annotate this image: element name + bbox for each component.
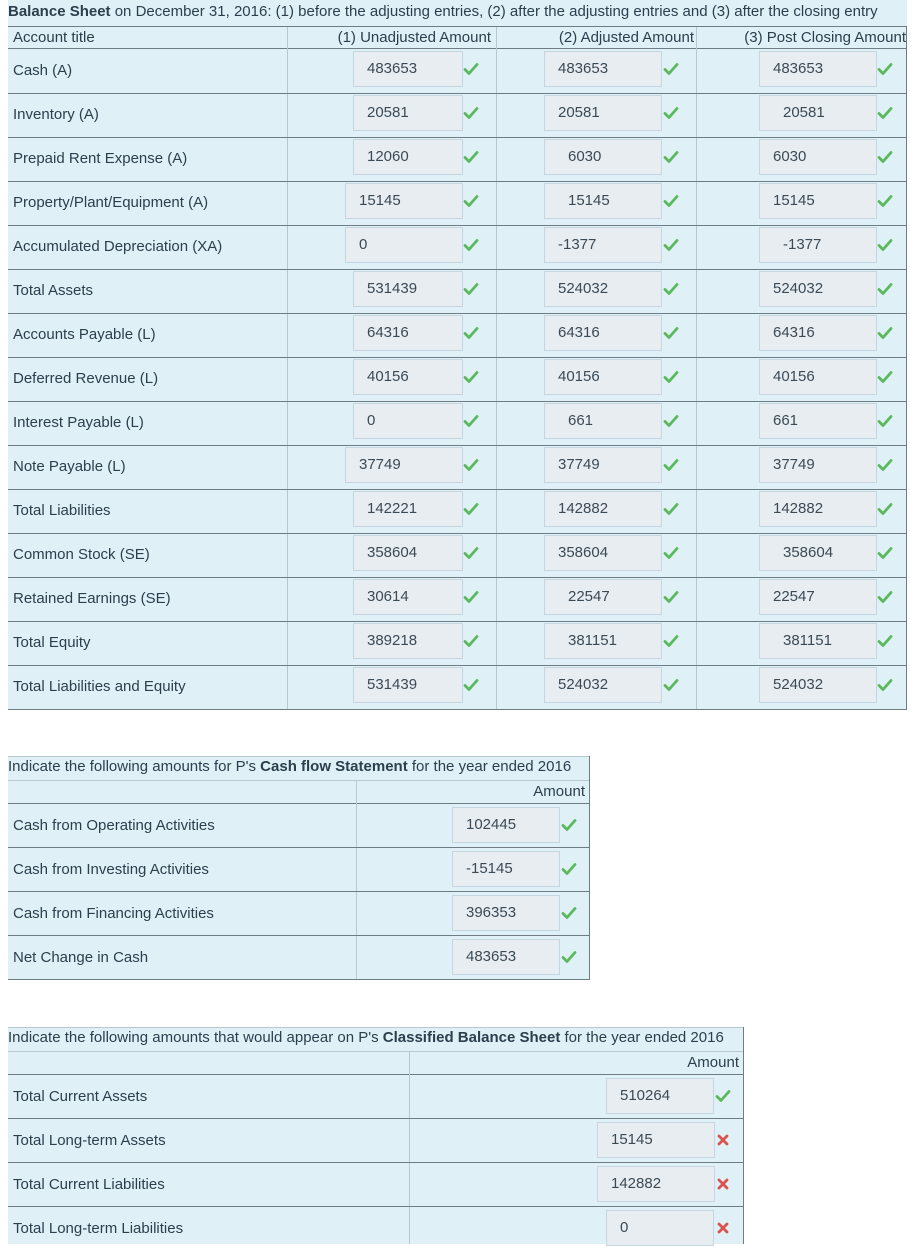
row-label: Interest Payable (L)	[13, 414, 144, 431]
amount-input[interactable]: 142221	[353, 491, 463, 527]
classified-col-divider	[409, 1051, 410, 1244]
row-label: Inventory (A)	[13, 106, 99, 123]
amount-input[interactable]: 15145	[544, 183, 662, 219]
row-label: Accounts Payable (L)	[13, 326, 156, 343]
check-icon	[463, 457, 479, 473]
amount-input[interactable]: -1377	[759, 227, 877, 263]
amount-input[interactable]: 358604	[759, 535, 877, 571]
row-divider	[8, 357, 907, 358]
cash-flow-title	[8, 757, 571, 777]
check-icon	[463, 677, 479, 693]
column-header-0: Account title	[13, 29, 95, 46]
amount-input[interactable]: 483653	[759, 51, 877, 87]
check-icon	[877, 149, 893, 165]
row-label: Cash from Investing Activities	[13, 861, 209, 878]
row-divider	[8, 93, 907, 94]
amount-input[interactable]: 22547	[544, 579, 662, 615]
amount-input[interactable]: 483653	[544, 51, 662, 87]
amount-input[interactable]: 661	[544, 403, 662, 439]
row-divider	[8, 665, 907, 666]
check-icon	[663, 149, 679, 165]
title-rest: for the year ended 2016	[560, 1029, 724, 1046]
amount-input[interactable]: 0	[606, 1210, 714, 1246]
amount-input[interactable]: 40156	[544, 359, 662, 395]
row-label: Cash (A)	[13, 62, 73, 79]
row-divider	[8, 225, 907, 226]
amount-input[interactable]: 389218	[353, 623, 463, 659]
check-icon	[663, 457, 679, 473]
right-border	[906, 27, 907, 710]
check-icon	[561, 949, 577, 965]
row-divider	[8, 577, 907, 578]
amount-header: Amount	[687, 1054, 739, 1071]
column-divider	[696, 27, 697, 710]
check-icon	[463, 369, 479, 385]
row-divider	[8, 445, 907, 446]
cash-flow-right	[589, 756, 590, 980]
row-divider	[8, 1118, 744, 1119]
row-divider	[8, 621, 907, 622]
row-divider	[8, 269, 907, 270]
amount-input[interactable]: 12060	[353, 139, 463, 175]
check-icon	[877, 369, 893, 385]
row-label: Property/Plant/Equipment (A)	[13, 194, 209, 211]
check-icon	[663, 369, 679, 385]
title-bold: Cash flow Statement	[260, 758, 408, 775]
amount-input[interactable]: 142882	[759, 491, 877, 527]
balance-sheet-title	[8, 2, 878, 22]
title-divider	[8, 26, 907, 27]
column-divider	[496, 27, 497, 710]
amount-input[interactable]: 483653	[452, 939, 560, 975]
row-divider	[8, 935, 590, 936]
check-icon	[663, 589, 679, 605]
x-icon	[715, 1176, 731, 1192]
amount-input[interactable]: 142882	[544, 491, 662, 527]
check-icon	[463, 589, 479, 605]
check-icon	[463, 545, 479, 561]
cash-flow-col-divider	[356, 780, 357, 980]
check-icon	[561, 861, 577, 877]
amount-input[interactable]: 531439	[353, 271, 463, 307]
check-icon	[663, 61, 679, 77]
amount-input[interactable]: 524032	[544, 667, 662, 703]
amount-input[interactable]: 531439	[353, 667, 463, 703]
row-divider	[8, 1162, 744, 1163]
amount-input[interactable]: 358604	[544, 535, 662, 571]
amount-input[interactable]: 64316	[759, 315, 877, 351]
row-label: Net Change in Cash	[13, 949, 149, 966]
amount-input[interactable]: 40156	[353, 359, 463, 395]
header-divider	[8, 48, 907, 49]
amount-input[interactable]: 37749	[345, 447, 463, 483]
check-icon	[561, 817, 577, 833]
row-label: Total Liabilities	[13, 502, 111, 519]
row-label: Total Long-term Liabilities	[13, 1220, 184, 1237]
check-icon	[877, 545, 893, 561]
amount-input[interactable]: 20581	[353, 95, 463, 131]
row-divider	[8, 489, 907, 490]
check-icon	[663, 105, 679, 121]
check-icon	[715, 1088, 731, 1104]
row-label: Prepaid Rent Expense (A)	[13, 150, 188, 167]
amount-input[interactable]: 510264	[606, 1078, 714, 1114]
row-divider	[8, 313, 907, 314]
check-icon	[561, 905, 577, 921]
amount-input[interactable]: 0	[353, 403, 463, 439]
check-icon	[877, 589, 893, 605]
check-icon	[463, 193, 479, 209]
row-divider	[8, 401, 907, 402]
cash-flow-header-divider	[8, 803, 590, 804]
row-label: Note Payable (L)	[13, 458, 126, 475]
amount-input[interactable]: 20581	[759, 95, 877, 131]
check-icon	[877, 677, 893, 693]
row-label: Accumulated Depreciation (XA)	[13, 238, 223, 255]
amount-input[interactable]: 37749	[759, 447, 877, 483]
amount-input[interactable]: 64316	[544, 315, 662, 351]
check-icon	[663, 193, 679, 209]
row-divider	[8, 979, 590, 980]
amount-input[interactable]: 64316	[353, 315, 463, 351]
amount-input[interactable]: 524032	[544, 271, 662, 307]
row-label: Total Equity	[13, 634, 91, 651]
check-icon	[663, 413, 679, 429]
check-icon	[463, 149, 479, 165]
check-icon	[463, 325, 479, 341]
row-label: Retained Earnings (SE)	[13, 590, 171, 607]
column-header-1: (1) Unadjusted Amount	[337, 29, 491, 46]
check-icon	[877, 237, 893, 253]
amount-input[interactable]: 661	[759, 403, 877, 439]
column-header-3: (3) Post Closing Amount	[744, 29, 906, 46]
amount-header: Amount	[533, 783, 585, 800]
check-icon	[463, 633, 479, 649]
amount-input[interactable]: 381151	[544, 623, 662, 659]
title-rest: on December 31, 2016: (1) before the adjusting entries, (2) after the adjusting entries and (3) after the closing entry	[110, 3, 878, 20]
check-icon	[463, 501, 479, 517]
amount-input[interactable]: -15145	[452, 851, 560, 887]
row-divider	[8, 137, 907, 138]
row-label: Total Current Liabilities	[13, 1176, 165, 1193]
check-icon	[463, 61, 479, 77]
check-icon	[877, 325, 893, 341]
check-icon	[663, 325, 679, 341]
row-label: Common Stock (SE)	[13, 546, 150, 563]
check-icon	[663, 501, 679, 517]
title-prefix: Indicate the following amounts that would appear on P's	[8, 1029, 383, 1046]
column-header-2: (2) Adjusted Amount	[558, 29, 694, 46]
check-icon	[663, 545, 679, 561]
cash-flow-title-divider	[8, 780, 590, 781]
check-icon	[877, 633, 893, 649]
check-icon	[877, 501, 893, 517]
row-divider	[8, 847, 590, 848]
title-rest: for the year ended 2016	[407, 758, 572, 775]
row-divider	[8, 533, 907, 534]
amount-input[interactable]: 15145	[597, 1122, 715, 1158]
row-divider	[8, 1206, 744, 1207]
check-icon	[463, 237, 479, 253]
check-icon	[463, 105, 479, 121]
amount-input[interactable]: 15145	[759, 183, 877, 219]
amount-input[interactable]: 396353	[452, 895, 560, 931]
check-icon	[877, 105, 893, 121]
check-icon	[877, 457, 893, 473]
amount-input[interactable]: 6030	[759, 139, 877, 175]
row-divider	[8, 181, 907, 182]
check-icon	[663, 237, 679, 253]
check-icon	[663, 677, 679, 693]
check-icon	[877, 281, 893, 297]
row-label: Deferred Revenue (L)	[13, 370, 159, 387]
row-label: Total Long-term Assets	[13, 1132, 166, 1149]
amount-input[interactable]: 22547	[759, 579, 877, 615]
title-bold: Balance Sheet	[8, 3, 111, 20]
amount-input[interactable]: 0	[345, 227, 463, 263]
title-prefix: Indicate the following amounts for P's	[8, 758, 261, 775]
x-icon	[715, 1132, 731, 1148]
row-label: Cash from Operating Activities	[13, 817, 215, 834]
column-divider	[287, 27, 288, 710]
title-bold: Classified Balance Sheet	[382, 1029, 561, 1046]
check-icon	[663, 633, 679, 649]
amount-input[interactable]: 40156	[759, 359, 877, 395]
row-label: Total Liabilities and Equity	[13, 678, 186, 695]
check-icon	[877, 193, 893, 209]
amount-input[interactable]: 15145	[345, 183, 463, 219]
row-divider	[8, 891, 590, 892]
amount-input[interactable]: 483653	[353, 51, 463, 87]
classified-header-divider	[8, 1074, 744, 1075]
check-icon	[663, 281, 679, 297]
classified-title	[8, 1028, 724, 1048]
amount-input[interactable]: 6030	[544, 139, 662, 175]
row-label: Total Assets	[13, 282, 94, 299]
amount-input[interactable]: 358604	[353, 535, 463, 571]
classified-title-divider	[8, 1051, 744, 1052]
classified-right	[743, 1027, 744, 1244]
check-icon	[877, 413, 893, 429]
row-label: Total Current Assets	[13, 1088, 148, 1105]
amount-input[interactable]: 524032	[759, 271, 877, 307]
amount-input[interactable]: 142882	[597, 1166, 715, 1202]
amount-input[interactable]: 381151	[759, 623, 877, 659]
amount-input[interactable]: 20581	[544, 95, 662, 131]
row-label: Cash from Financing Activities	[13, 905, 214, 922]
check-icon	[877, 61, 893, 77]
x-icon	[715, 1220, 731, 1236]
row-divider	[8, 709, 907, 710]
check-icon	[463, 413, 479, 429]
check-icon	[463, 281, 479, 297]
amount-input[interactable]: 37749	[544, 447, 662, 483]
amount-input[interactable]: 524032	[759, 667, 877, 703]
amount-input[interactable]: -1377	[544, 227, 662, 263]
amount-input[interactable]: 102445	[452, 807, 560, 843]
amount-input[interactable]: 30614	[353, 579, 463, 615]
